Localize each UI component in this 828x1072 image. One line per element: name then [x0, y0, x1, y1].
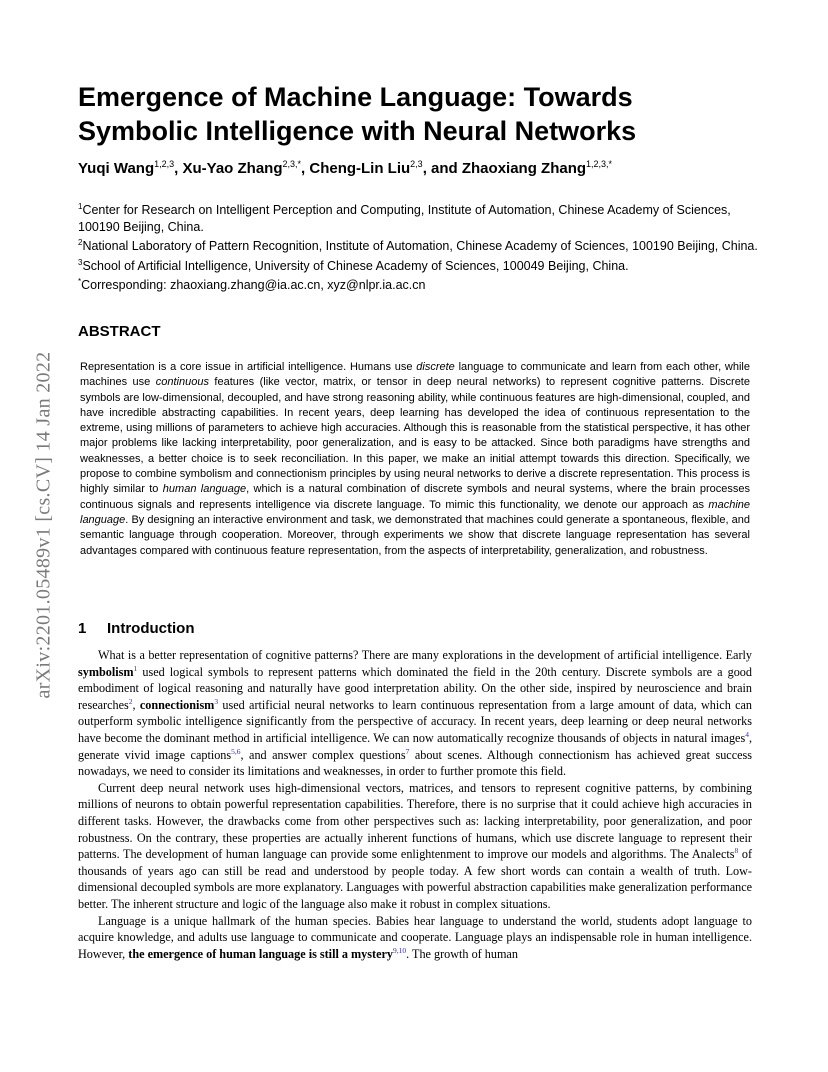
- affiliation: [78, 199, 758, 235]
- abstract-text: Representation is a core issue in artificial intelligence. Humans use: [80, 361, 417, 373]
- affiliation: [78, 235, 758, 255]
- abstract-text: language to communicate and learn from each other, while machines use: [80, 361, 750, 389]
- bold-term: the emergence of human language is still a mystery: [128, 946, 393, 961]
- abstract-emphasis: machine language: [80, 498, 750, 526]
- author-name: Zhaoxiang Zhang: [461, 160, 587, 177]
- citation-link[interactable]: 2: [128, 696, 133, 706]
- bold-term: symbolism: [78, 664, 134, 679]
- author-affiliation-mark: 2,3,*: [282, 159, 302, 169]
- citation-link[interactable]: 7: [405, 746, 410, 756]
- author-affiliation-mark: 2,3: [410, 159, 423, 169]
- body-text: . The growth of human: [406, 946, 518, 961]
- author-list: [78, 159, 758, 177]
- affiliation-mark: 1: [78, 202, 83, 211]
- citation-link[interactable]: 9,10: [393, 945, 407, 955]
- author-separator: ,: [301, 160, 310, 177]
- abstract-text: , which is a natural combination of discrete symbols and neural systems, where the brain processes continuous signals and represents intelligence via discrete language. To mimic this functionality, we denote our approach as: [80, 483, 750, 511]
- author-separator: ,: [174, 160, 183, 177]
- abstract-emphasis: continuous: [155, 376, 209, 389]
- body-text: Language is a unique hallmark of the human species. Babies hear language to understand the world, students adopt language to acquire knowledge, and adults use language to communicate and cooperate. Language plays an indispensable role in human intelligence. However,: [78, 913, 752, 961]
- abstract-text: . By designing an interactive environment and task, we demonstrated that machines could generate a spontaneous, flexible, and semantic language through cooperation. Moreover, through experiments we show that discrete language representation has several advantages compared with continuous feature representation, from the aspects of interpretability, generalization, and robustness.: [80, 513, 750, 557]
- body-text: What is a better representation of cognitive patterns? There are many explorations in the development of artificial intelligence. Early: [98, 648, 752, 662]
- affiliation-mark: 2: [78, 238, 83, 248]
- body-text: about scenes. Although connectionism has achieved great success nowadays, we need to consider its limitations and weaknesses, in order to further promote this field.: [78, 747, 753, 779]
- section-number: 1: [78, 620, 87, 637]
- author-name: Cheng-Lin Liu: [309, 160, 411, 177]
- introduction-body: [78, 647, 752, 962]
- body-text: ,: [132, 697, 140, 712]
- section-heading: [78, 620, 194, 637]
- corresponding-authors: [78, 274, 758, 294]
- bold-term: connectionism: [139, 697, 215, 712]
- arxiv-identifier: [24, 290, 64, 760]
- citation-link[interactable]: 8: [734, 846, 739, 856]
- affiliation-text: School of Artificial Intelligence, University of Chinese Academy of Sciences, 100049 Beijing, China.: [82, 258, 629, 273]
- body-text: of thousands of years ago can still be read and understood by people today. A few short words can contain a wealth of truth. Low-dimensional decoupled symbols are more explanatory. Languages with powerful abstraction capabilities make generalization performance better. The inherent structure and logic of the language also make it robust in complex situations.: [78, 847, 753, 911]
- author-name: Yuqi Wang: [78, 160, 155, 177]
- affiliation: [78, 255, 758, 275]
- author-separator: , and: [422, 160, 462, 177]
- abstract-body: [80, 360, 750, 559]
- abstract-text: features (like vector, matrix, or tensor in deep neural networks) to represent cognitive patterns. Discrete symbols are low-dimensional, decoupled, and have strong reasoning ability, while continuous features are high-dimensional, coupled, and have incredible abstracting capabilities. In recent years, deep learning has developed the idea of continuous representation to the extreme, using millions of parameters to achieve high accuracies. Although this is reasonable from the statistical perspective, it has other major problems like lacking interpretability, poor generalization, and is easy to be attacked. Since both paradigms have strengths and weaknesses, a better choice is to seek reconciliation. In this paper, we make an initial attempt towards this direction. Specifically, we propose to combine symbolism and connectionism principles by using neural networks to derive a discrete representation. This process is highly similar to: [80, 376, 750, 496]
- affiliation-text: National Laboratory of Pattern Recognition, Institute of Automation, Chinese Academy of Sciences, 100190 Beijing, China.: [82, 239, 758, 254]
- citation-link[interactable]: 4: [745, 729, 749, 739]
- body-text: Current deep neural network uses high-dimensional vectors, matrices, and tensors to represent cognitive patterns, by combining millions of neurons to obtain powerful representation capabilities. Therefore, there is no surprise that it could achieve high accuracies in different tasks. However, the drawbacks come from other perspectives such as: lacking interpretability, poor generalization, and poor robustness. On the contrary, these properties are actually inherent functions of humans, which use discrete language to represent their patterns. The development of human language can provide some enlightenment to improve our models and algorithms. The Analects: [78, 780, 752, 862]
- arxiv-identifier-text: arXiv:2201.05489v1 [cs.CV] 14 Jan 2022: [32, 351, 55, 699]
- paragraph: [78, 913, 752, 963]
- body-text: , and answer complex questions: [240, 747, 406, 762]
- affiliation-text: Center for Research on Intelligent Perception and Computing, Institute of Automation, Chinese Academy of Sciences, 100190 Beijing, China.: [78, 203, 731, 234]
- body-text: used artificial neural networks to learn continuous representation from a large amount of data, which can outperform symbolic intelligence significantly from the perspective of accuracy. In recent years, deep learning or deep neural networks have become the dominant method in artificial intelligence. We can now automatically recognize thousands of objects in natural images: [78, 697, 753, 745]
- author-affiliation-mark: 1,2,3: [154, 159, 175, 169]
- abstract-heading: ABSTRACT: [78, 323, 161, 340]
- paragraph: [78, 780, 752, 913]
- abstract-emphasis: discrete: [416, 361, 455, 373]
- paper-title: Emergence of Machine Language: Towards Symbolic Intelligence with Neural Networks: [78, 82, 637, 146]
- affiliation-mark: *: [78, 277, 82, 287]
- body-text: , generate vivid image captions: [78, 730, 752, 762]
- section-title: Introduction: [107, 620, 195, 637]
- author-name: Xu-Yao Zhang: [182, 160, 283, 177]
- paragraph: [78, 647, 752, 780]
- citation-link[interactable]: 3: [214, 696, 219, 706]
- citation-link[interactable]: 5,6: [231, 746, 241, 756]
- corresponding-emails: Corresponding: zhaoxiang.zhang@ia.ac.cn, xyz@nlpr.ia.ac.cn: [81, 278, 426, 293]
- body-text: used logical symbols to represent patterns which dominated the field in the 20th century. Discrete symbols are a good embodiment of logical reasoning and naturally have good interpretation ability. On the other side, inspired by neuroscience and brain researches: [78, 664, 752, 712]
- author-affiliation-mark: 1,2,3,*: [586, 159, 613, 169]
- abstract-emphasis: human language: [162, 483, 247, 496]
- affiliation-list: [78, 199, 758, 294]
- affiliation-mark: 3: [78, 257, 83, 267]
- citation-link[interactable]: 1: [133, 663, 138, 673]
